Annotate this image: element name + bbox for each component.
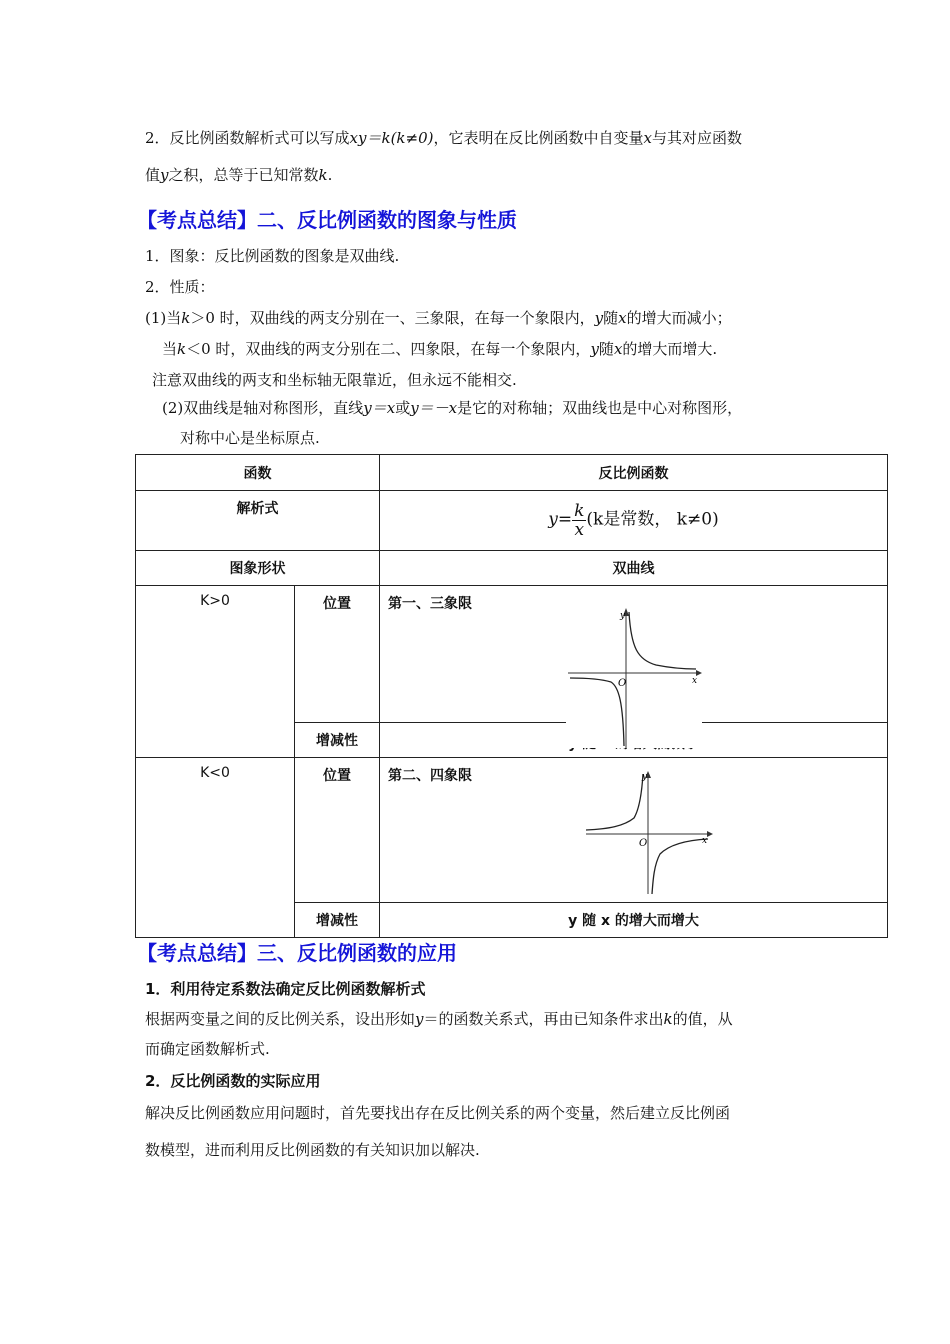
text: ＞0 时，双曲线的两支分别在一、三象限，在每一个象限内， — [190, 309, 595, 327]
text: 2．反比例函数解析式可以写成 — [145, 129, 350, 147]
formula-condition: (k是常数， k≠0) — [586, 509, 719, 530]
var: x — [643, 129, 652, 147]
section-heading-3: 【考点总结】三、反比例函数的应用 — [137, 941, 457, 965]
var: k — [177, 340, 187, 358]
var: k — [181, 309, 191, 327]
application-paragraph-2: 解决反比例函数应用问题时，首先要找出存在反比例关系的两个变量，然后建立反比例函 — [145, 1104, 731, 1122]
paragraph-product-line2 — [145, 165, 332, 185]
text: 根据两变量之间的反比例关系，设出形如 — [145, 1010, 416, 1028]
origin-label: O — [639, 838, 648, 849]
text: ，它表明在反比例函数中自变量 — [433, 129, 644, 147]
text: (1)当 — [145, 309, 182, 327]
var: k — [318, 166, 328, 184]
text: 之积，总等于已知常数 — [168, 166, 319, 184]
application-paragraph-2-line2: 数模型，进而利用反比例函数的有关知识加以解决. — [145, 1141, 480, 1159]
monotonicity-label: 增减性 — [295, 903, 380, 938]
fraction-denominator: x — [574, 520, 585, 540]
text: 或 — [395, 399, 411, 417]
x-axis-label: x — [692, 676, 698, 686]
branch-quadrant-4 — [652, 839, 708, 894]
paragraph-product-definition — [145, 128, 742, 148]
formula-cell — [380, 491, 888, 551]
text: 当 — [162, 340, 178, 358]
origin-label: O — [618, 678, 627, 689]
text: 的值，从 — [672, 1010, 733, 1028]
property-k-negative — [162, 339, 717, 359]
text: 是它的对称轴；双曲线也是中心对称图形， — [457, 399, 743, 417]
position-label: 位置 — [295, 586, 380, 723]
text: ＝的函数关系式，再由已知条件求出 — [423, 1010, 664, 1028]
x-axis-arrow — [707, 831, 713, 837]
k-negative-monotonicity: y 随 x 的增大而增大 — [380, 903, 888, 938]
branch-quadrant-2 — [586, 774, 643, 830]
k-positive-position: 第一、三象限 — [388, 596, 472, 612]
var: y — [594, 309, 604, 327]
symmetry-property — [162, 398, 742, 418]
var: x — [613, 340, 623, 358]
fraction-numerator: k — [574, 501, 585, 521]
k-positive-label: K>0 — [136, 586, 295, 758]
formula-y: y= — [548, 509, 573, 530]
table-row — [136, 586, 888, 723]
var: y — [590, 340, 599, 358]
position-label: 位置 — [295, 758, 380, 903]
branch-quadrant-1 — [629, 612, 696, 669]
section-heading-2: 【考点总结】二、反比例函数的图象与性质 — [137, 208, 517, 232]
x-axis-label: x — [702, 836, 708, 846]
symmetry-center: 对称中心是坐标原点. — [180, 429, 320, 447]
var: y — [415, 1010, 424, 1028]
text: 随 — [603, 309, 619, 327]
var: y — [160, 166, 169, 184]
text: 的增大而增大. — [622, 340, 718, 358]
y-axis-label: y — [642, 772, 648, 782]
table-row — [136, 455, 888, 491]
header-cell: 函数 — [136, 455, 380, 491]
text: (2)双曲线是轴对称图形，直线 — [162, 399, 364, 417]
graph-mask — [566, 722, 702, 748]
table-row — [136, 551, 888, 586]
table-row — [136, 758, 888, 903]
graph-description: 1．图象：反比例函数的图象是双曲线. — [145, 247, 400, 265]
header-cell: 反比例函数 — [380, 455, 888, 491]
hyperbola-graph-negative — [584, 770, 714, 896]
text: 随 — [598, 340, 614, 358]
formula: xy＝k(k≠0) — [349, 129, 434, 147]
properties-label: 2．性质： — [145, 278, 215, 296]
k-negative-label: K<0 — [136, 758, 295, 938]
table-row — [136, 491, 888, 551]
properties-table — [135, 454, 888, 938]
application-paragraph-1 — [145, 1009, 733, 1029]
application-title-2: 2．反比例函数的实际应用 — [145, 1072, 321, 1090]
asymptote-note: 注意双曲线的两支和坐标轴无限靠近，但永远不能相交. — [152, 371, 517, 389]
application-title-1: 1．利用待定系数法确定反比例函数解析式 — [145, 980, 426, 998]
y-axis-label: y — [620, 611, 626, 621]
application-paragraph-1-line2: 而确定函数解析式. — [145, 1040, 270, 1058]
hyperbola-graph-positive — [566, 608, 702, 748]
text: 的增大而减小； — [626, 309, 732, 327]
text: 与其对应函数 — [651, 129, 742, 147]
formula: y＝－x — [410, 399, 458, 417]
text: . — [327, 166, 333, 184]
var: x — [618, 309, 627, 327]
var: k — [663, 1010, 673, 1028]
text: 值 — [145, 166, 161, 184]
property-k-positive — [145, 308, 732, 328]
formula: y＝x — [363, 399, 396, 417]
monotonicity-label: 增减性 — [295, 723, 380, 758]
text: ＜0 时，双曲线的两支分别在二、四象限，在每一个象限内， — [186, 340, 591, 358]
formula-label: 解析式 — [136, 491, 380, 551]
formula-fraction — [572, 502, 586, 539]
shape-label: 图象形状 — [136, 551, 380, 586]
k-negative-position: 第二、四象限 — [388, 768, 472, 784]
shape-value: 双曲线 — [380, 551, 888, 586]
